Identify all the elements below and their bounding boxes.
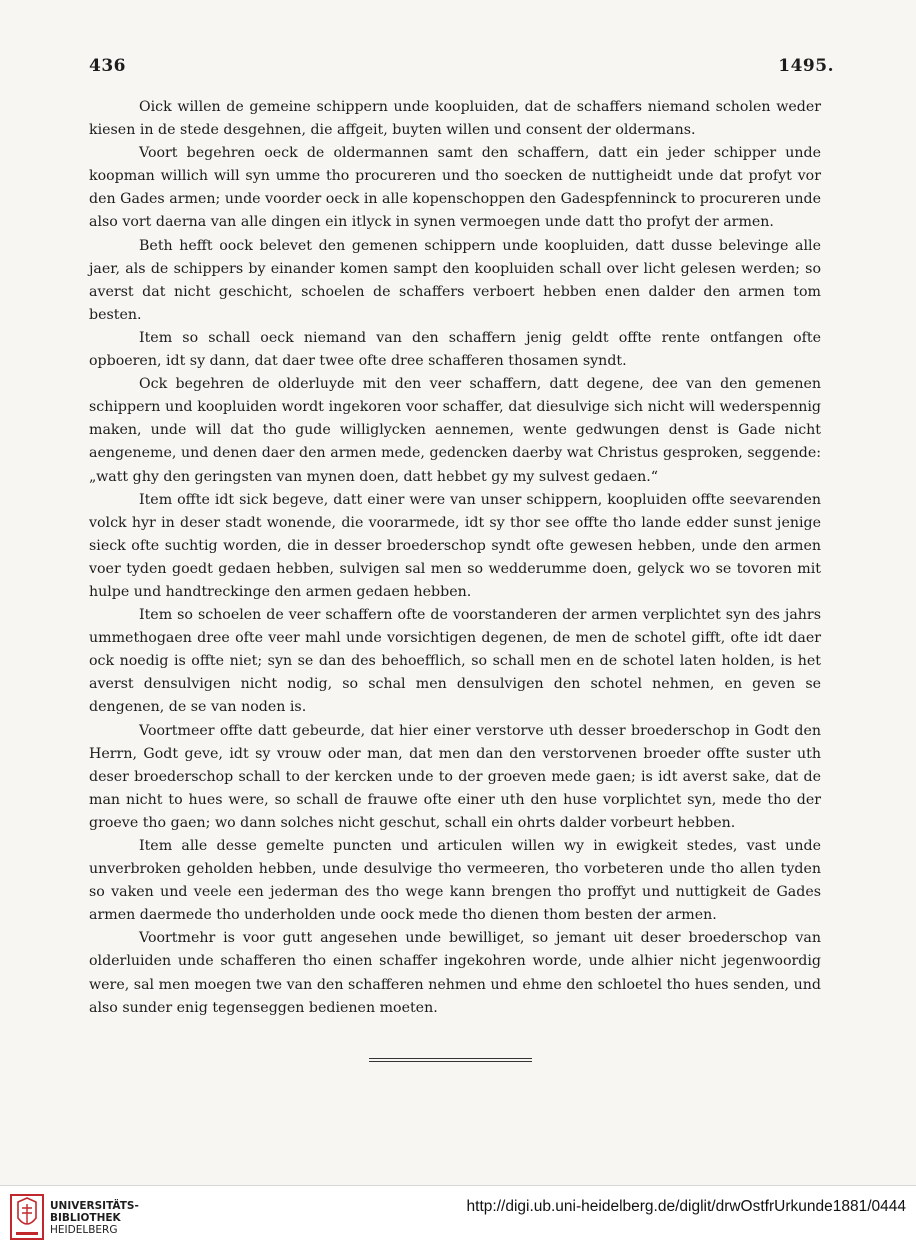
paragraph: Item alle desse gemelte puncten und articulen willen wy in ewigkeit stedes, vast unde unverbroken geholden hebben, unde desulvige tho vermeeren, tho vorbeteren unde tho allen tyden so vaken und veele een jederman des tho wege kann brengen tho proffyt und nuttigkeit de Gades armen daermede tho underholden unde oock mede tho dienen thom besten der armen.: [89, 838, 821, 924]
paragraph: Voortmehr is voor gutt angesehen unde bewilliget, so jemant uit deser broederschop van olderluiden unde schafferen tho einen schaffer ingekohren worde, unde alhier nicht jegenwoordig were, sal men moegen twe van den schafferen nehmen und ehme den schloetel tho hues senden, und also sunder enig tegenseggen bedienen moeten.: [89, 930, 821, 1016]
seal-base: [16, 1232, 38, 1235]
permalink-url[interactable]: http://digi.ub.uni-heidelberg.de/diglit/drwOstfrUrkunde1881/0444: [466, 1198, 906, 1215]
paragraph: Item so schoelen de veer schaffern ofte de voorstanderen der armen verplichtet syn des jahrs ummethogaen dree ofte veer mahl unde vorsichtigen degenen, de men de schotel gifft, ofte idt daer ock noedig is offte niet; syn se dan des behoefflich, so schall men en de schotel laten holden, is het averst densulvigen nicht nodig, so schal men densulvigen den schotel nehmen, en geven se dengenen, de se van noden is.: [89, 607, 821, 716]
viewer-footer: [0, 1185, 916, 1251]
library-line-2: BIBLIOTHEK: [50, 1212, 121, 1224]
university-seal-icon[interactable]: [10, 1194, 44, 1240]
paragraph: Item so schall oeck niemand van den schaffern jenig geldt offte rente ontfangen ofte opboeren, idt sy dann, dat daer twee ofte dree schafferen thosamen syndt.: [89, 329, 821, 370]
year-heading: 1495.: [778, 56, 834, 76]
paragraph: Voort begehren oeck de oldermannen samt den schaffern, datt ein jeder schipper unde koopman willich will syn umme tho procureren und tho soecken de nuttigheidt unde dat profyt vor den Gades armen; unde voorder oeck in alle kopenschoppen den Gadespfenninck to procureren unde also vort daerna van alle dingen ein itlyck in synen vermoegen unde datt tho profyt der armen.: [89, 145, 821, 231]
paragraph: Beth hefft oock belevet den gemenen schippern unde koopluiden, datt dusse belevinge alle jaer, als de schippers by einander komen sampt den koopluiden schall over licht gelesen werden; so averst dat nicht geschicht, schoelen de schaffers verboert hebben enen dalder den armen tom besten.: [89, 237, 821, 323]
end-divider: [369, 1058, 532, 1062]
library-line-1: UNIVERSITÄTS-: [50, 1200, 139, 1212]
library-name[interactable]: [50, 1200, 139, 1236]
paragraph: Voortmeer offte datt gebeurde, dat hier einer verstorve uth desser broederschop in Godt den Herrn, Godt geve, idt sy vrouw oder man, dat men dan den verstorvenen broeder offte suster uth deser broederschop schall to der kercken unde to der groeven mede gaen; is idt averst sake, dat de man nicht to hues were, so schall de frauwe ofte einer uth den huse vorplichtet syn, mede tho der groeve tho gaen; wo dann solches nicht geschut, schall ein ohrts dalder vorbeurt hebben.: [89, 722, 821, 831]
paragraph: Ock begehren de olderluyde mit den veer schaffern, datt degene, dee van den gemenen schippern und koopluiden wordt ingekoren voor schaffer, dat diesulvige sich nicht will wederspennig maken, unde will dat tho gude williglycken aennemen, wente gedwungen denst is Gade nicht aengeneme, und denen daer den armen mede, gedencken daerby wat Christus gesproken, seggende: „watt ghy den geringsten van mynen doen, datt hebbet gy my sulvest gedaen.“: [89, 376, 821, 485]
seal-cross: [22, 1204, 32, 1224]
library-line-3: HEIDELBERG: [50, 1224, 118, 1236]
document-body: [89, 96, 821, 1020]
page-number: 436: [89, 56, 126, 76]
paragraph: Oick willen de gemeine schippern unde koopluiden, dat de schaffers niemand scholen weder kiesen in de stede desgehnen, die affgeit, buyten willen und consent der oldermans.: [89, 99, 821, 139]
paragraph: Item offte idt sick begeve, datt einer were van unser schippern, koopluiden offte seevarenden volck hyr in deser stadt wonende, die voorarmede, idt sy thor see offte tho lande edder sunst jenige sieck ofte suchtig worden, die in desser broederschop syndt ofte gewesen hebben, unde den armen voer tyden goedt gedaen hebben, sulvigen sal men so wedderumme doen, gelyck wo se tovoren mit hulpe und handtreckinge den armen gedaen hebben.: [89, 491, 821, 600]
